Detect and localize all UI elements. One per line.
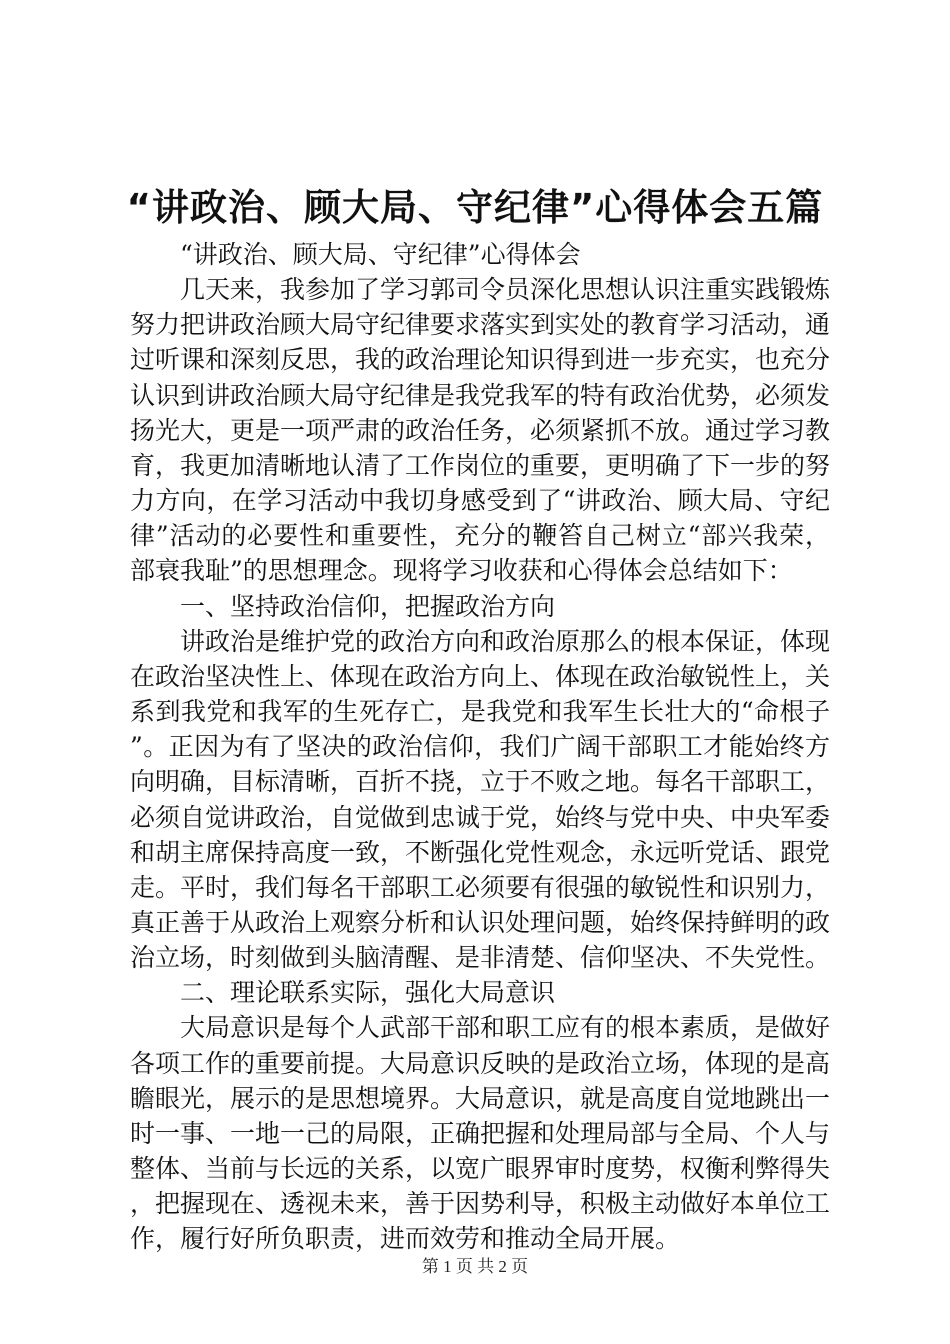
section-heading-1: 一、坚持政治信仰，把握政治方向 (180, 591, 556, 621)
paragraph-subtitle: “讲政治、顾大局、守纪律”心得体会 (180, 240, 581, 269)
document-body (130, 237, 830, 1257)
paragraph-section-2: 大局意识是每个人武部干部和职工应有的根本素质，是做好各项工作的重要前提。大局意识反映的是政治立场，体现的是高瞻眼光，展示的是思想境界。大局意识，就是高度自觉地跳出一时一事、一地一己的局限，正确把握和处理局部与全局、个人与整体、当前与长远的关系，以宽广眼界审时度势，权衡利弊得失，把握现在、透视未来，善于因势利导，积极主动做好本单位工作，履行好所负职责，进而效劳和推动全局开展。 (130, 1013, 831, 1254)
page-number-footer: 第 1 页 共 2 页 (421, 1257, 529, 1276)
section-heading-2: 二、理论联系实际，强化大局意识 (180, 978, 556, 1008)
paragraph-intro: 几天来，我参加了学习郭司令员深化思想认识注重实践锻炼努力把讲政治顾大局守纪律要求落实到实处的教育学习活动，通过听课和深刻反思，我的政治理论知识得到进一步充实，也充分认识到讲政治顾大局守纪律是我党我军的特有政治优势，必须发扬光大，更是一项严肃的政治任务，必须紧抓不放。通过学习教育，我更加清晰地认清了工作岗位的重要，更明确了下一步的努力方向，在学习活动中我切身感受到了“讲政治、顾大局、守纪律”活动的必要性和重要性，充分的鞭笞自己树立“部兴我荣，部衰我耻”的思想理念。现将学习收获和心得体会总结如下： (130, 275, 831, 586)
paragraph-section-1: 讲政治是维护党的政治方向和政治原那么的根本保证，体现在政治坚决性上、体现在政治方向上、体现在政治敏锐性上，关系到我党和我军的生死存亡，是我党和我军生长壮大的“命根子”。正因为有了坚决的政治信仰，我们广阔干部职工才能始终方向明确，目标清晰，百折不挠，立于不败之地。每名干部职工，必须自觉讲政治，自觉做到忠诚于党，始终与党中央、中央军委和胡主席保持高度一致，不断强化党性观念，永远听党话、跟党走。平时，我们每名干部职工必须要有很强的敏锐性和识别力，真正善于从政治上观察分析和认识处理问题，始终保持鲜明的政治立场，时刻做到头脑清醒、是非清楚、信仰坚决、不失党性。 (130, 626, 831, 973)
document-title: “讲政治、顾大局、守纪律”心得体会五篇 (126, 186, 824, 229)
